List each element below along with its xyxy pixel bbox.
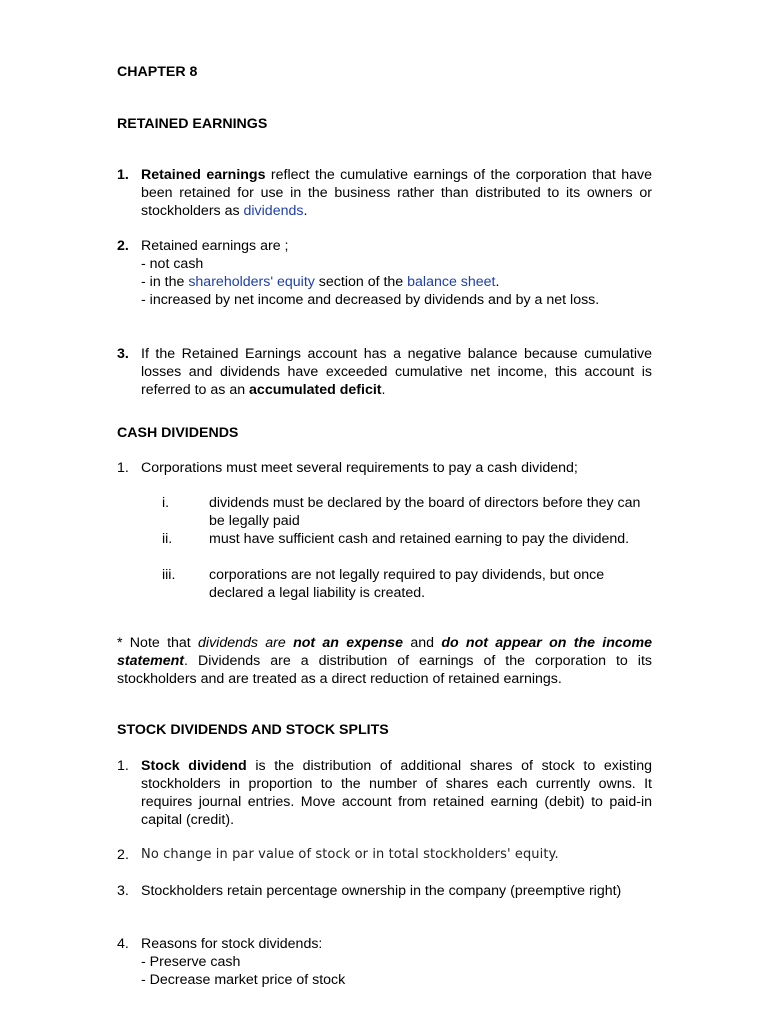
item-number: 2. [117,238,129,254]
chapter-title: CHAPTER 8 [117,64,198,80]
dividends-note: * Note that dividends are not an expense and do not appear on the income statement. Dividends are a distribution of earnings of the corporation to its stockholders and are treated as a direct reduction of retained earnings. [117,635,652,687]
stock-item-3: 3. Stockholders retain percentage ownership in the company (preemptive right) [117,883,622,899]
dividends-link[interactable]: dividends [243,203,304,219]
item-number: 1. [117,167,129,183]
stock-item-2: 2. No change in par value of stock or in total stockholders' equity. [117,847,559,863]
shareholders-equity-link[interactable]: shareholders' equity [188,274,315,290]
retained-item-1: 1. Retained earnings reflect the cumulative earnings of the corporation that have been retained for use in the business rather than distributed to its owners or stockholders as dividends. [117,167,652,219]
stock-item-4: 4. Reasons for stock dividends: - Preserve cash - Decrease market price of stock [117,936,346,988]
accumulated-deficit-term: accumulated deficit [249,382,382,398]
stock-dividends-heading: STOCK DIVIDENDS AND STOCK SPLITS [117,722,389,738]
stock-dividend-term: Stock dividend [141,758,247,774]
cash-dividends-heading: CASH DIVIDENDS [117,425,239,441]
retained-item-3: 3. If the Retained Earnings account has a negative balance because cumulative losses and dividends have exceeded cumulative net income, this account is referred to as an accumulated deficit. [117,346,652,398]
item-number: 3. [117,346,129,362]
retained-earnings-heading: RETAINED EARNINGS [117,116,268,132]
item-number: 4. [117,936,129,952]
document-page: CHAPTER 8 RETAINED EARNINGS 1. Retained earnings reflect the cumulative earnings of the corporation that have been retained for use in the business rather than distributed to its owners or stockholders as dividends. 2. Retained earnings are ; - not cash - in the shareholders' equity section of the balance sheet. - increased by net income and decreased by dividends and by a net loss. 3. If the Retained Earnings account has a negative balance because cumulative losses and dividends have exceeded cumulative net income, this account is referred to as an accumulated deficit. CASH DIVIDENDS 1. Corporations must meet several requirements to pay a cash dividend; i. dividends must be declared by the board of directors before they can be legally paid ii. must have sufficient cash and retained earning to pay the dividend. iii. corporations are not legally required to pay dividends, but once declared a legal liability is created. * Note that dividends are not an expense and do not appear on the income statement. Dividends are a distribution of earnings of the corporation to its stockholders and are treated as a direct reduction of retained earnings. STOCK DIVIDENDS AND STOCK SPLITS 1. Stock dividend is the distribution of additional shares of stock to existing stockholders in proportion to the number of shares each currently owns. It requires journal entries. Move account from retained earning (debit) to paid-in capital (credit). 2. No change in par value of stock or in total stockholders' equity. 3. Stockholders retain percentage ownership in the company (preemptive right) 4. Reasons for stock dividends: - Preserve cash - Decrease market price of stock [117,64,652,988]
stock-item-1: 1. Stock dividend is the distribution of additional shares of stock to existing stockholders in proportion to the number of shares each currently owns. It requires journal entries. Move account from retained earning (debit) to paid-in capital (credit). [117,758,652,828]
item-number: 1. [117,758,129,774]
item-number: 1. [117,460,129,476]
item-number: 2. [117,847,130,863]
balance-sheet-link[interactable]: balance sheet [407,274,496,290]
cash-item-1: 1. Corporations must meet several requirements to pay a cash dividend; [117,460,578,476]
retained-item-2: 2. Retained earnings are ; - not cash - in the shareholders' equity section of the balance sheet. - increased by net income and decreased by dividends and by a net loss. [117,238,600,308]
retained-earnings-term: Retained earnings [141,167,266,183]
item-number: 3. [117,883,129,899]
